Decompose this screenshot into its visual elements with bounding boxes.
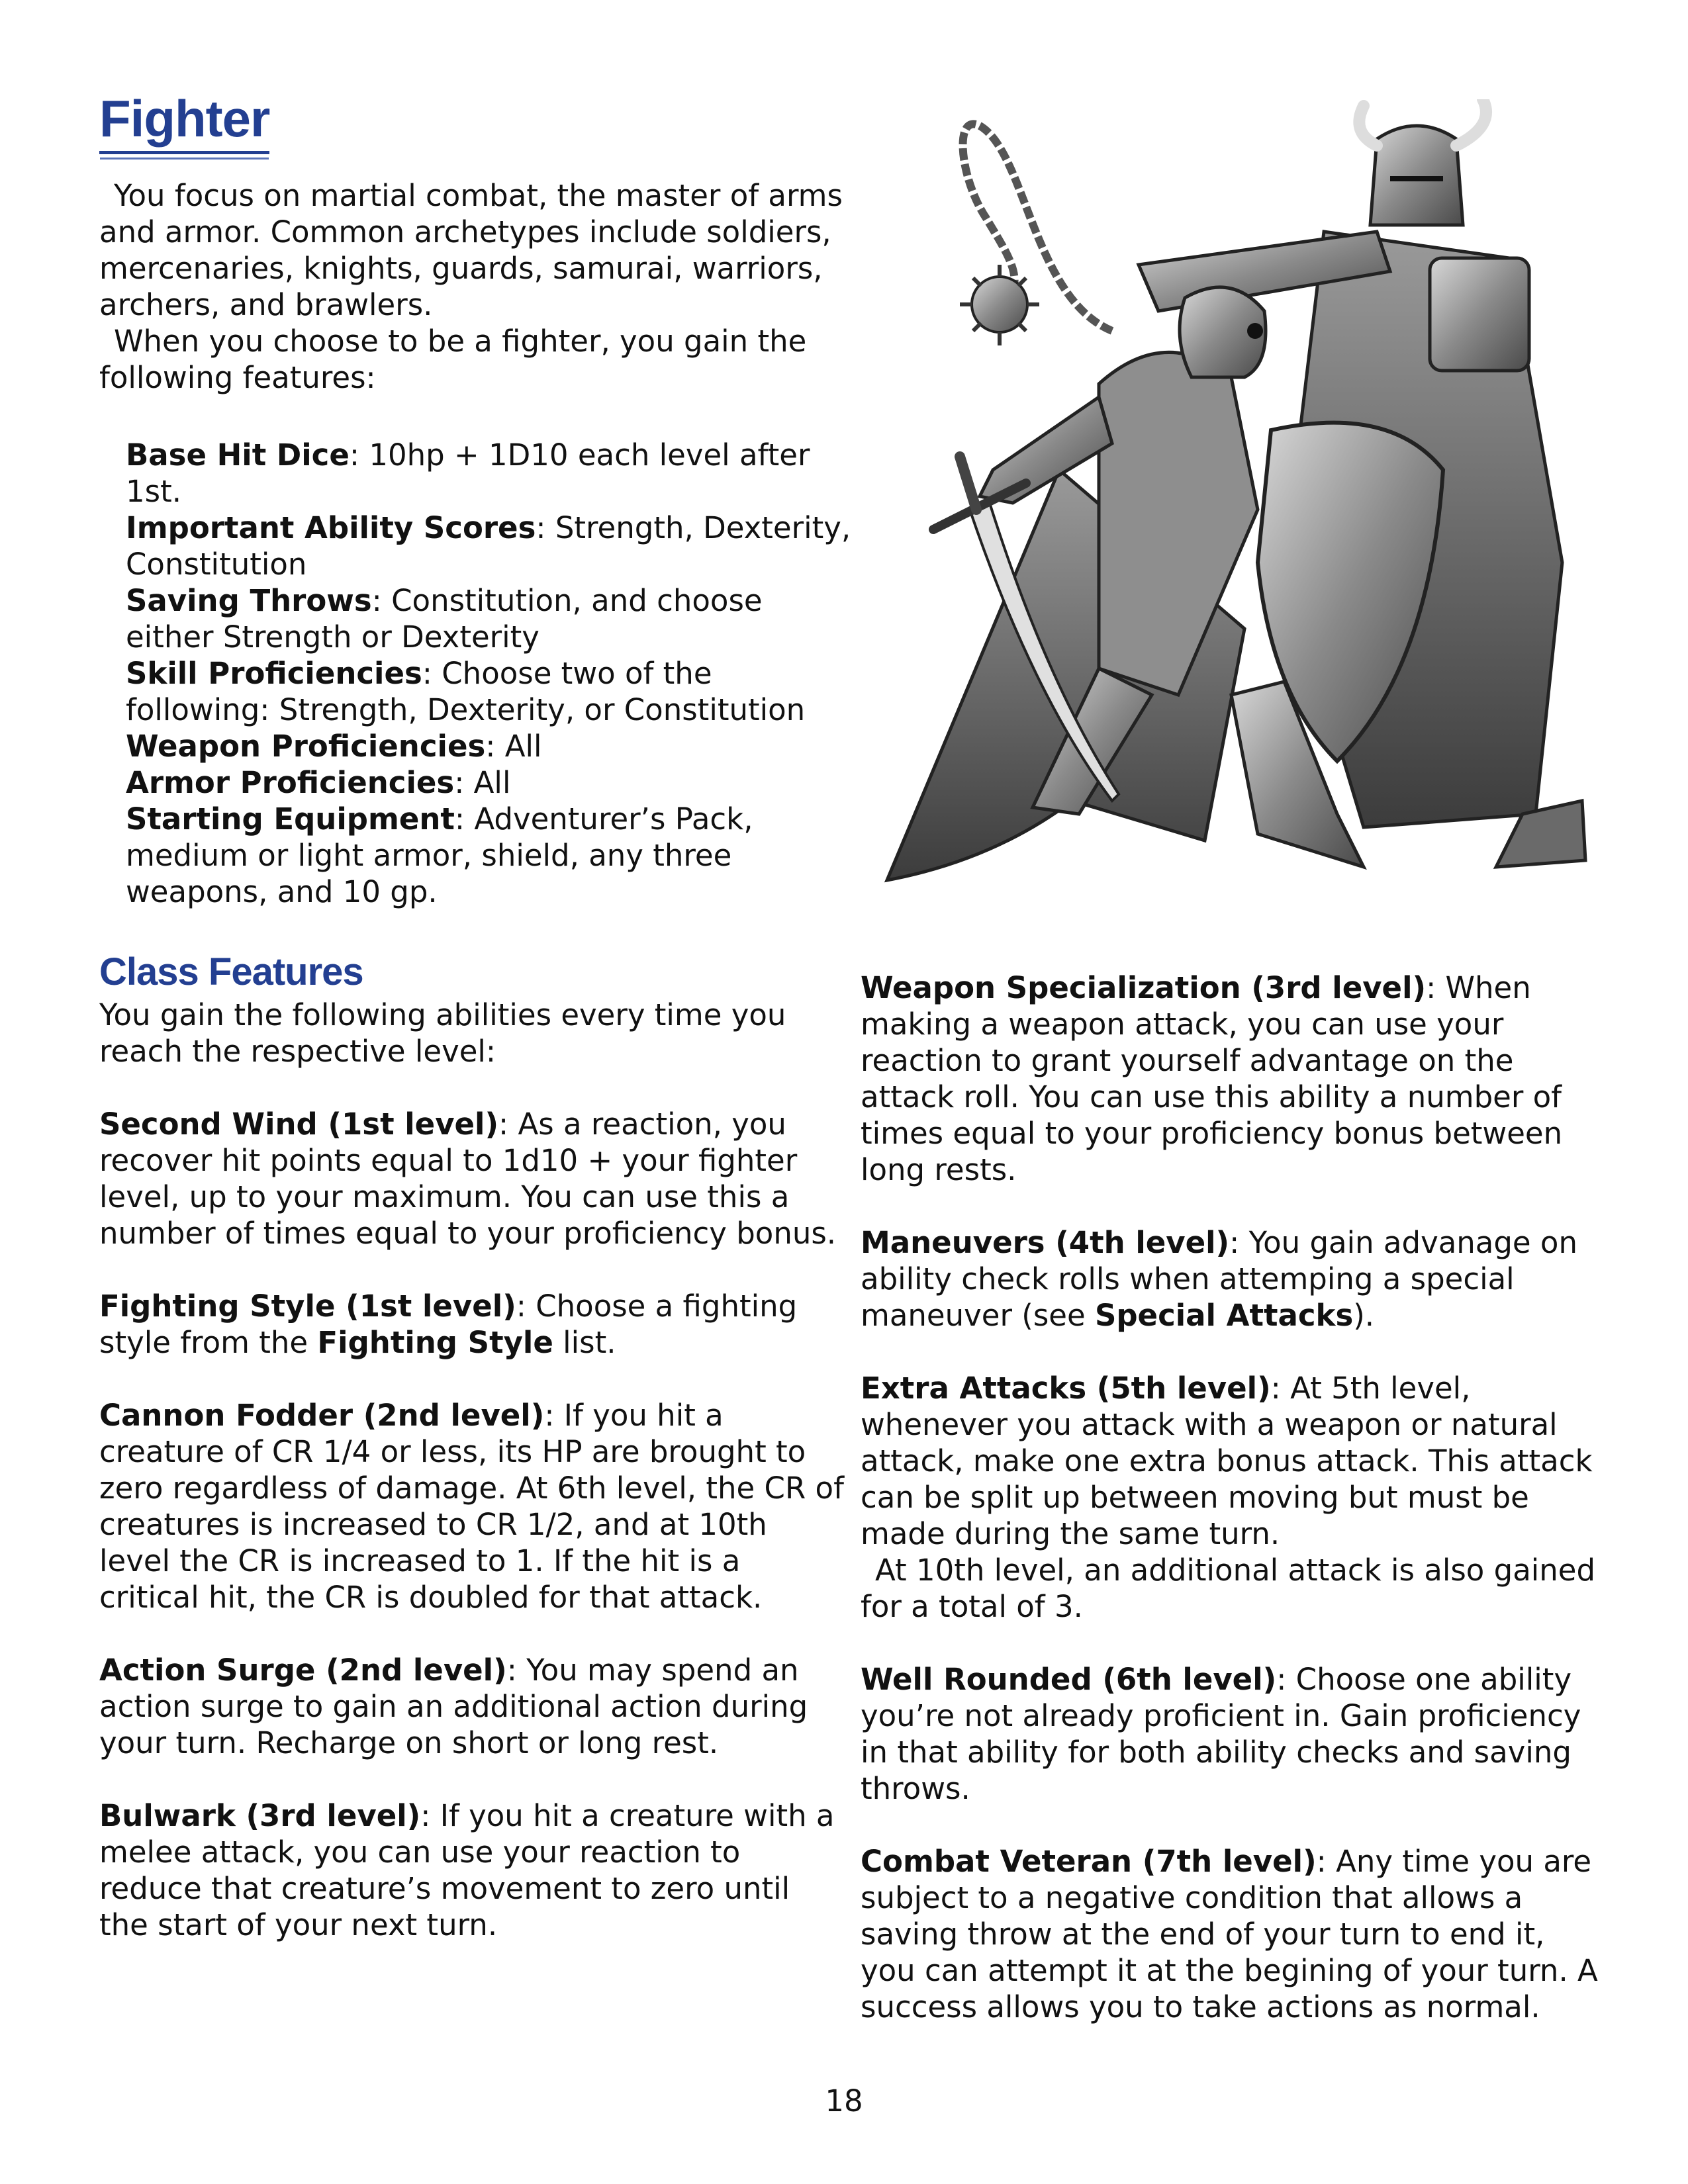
intro-paragraph-2	[99, 323, 847, 396]
flail-icon	[960, 124, 1112, 345]
stat-value: : All	[454, 765, 511, 800]
feature-text: : At 5th level, whenever you attack with a weapon or natural attack, make one extra bonus attack. This attack can be split up between moving but must be made during the same turn.	[861, 1371, 1593, 1551]
feature-second-wind	[99, 1106, 847, 1251]
feature-name: Cannon Fodder (2nd level)	[99, 1398, 545, 1433]
stat-value: : Adventurer’s Pack, medium or light armor, shield, any three weapons, and 10 gp.	[126, 801, 753, 909]
feature-name: Weapon Specialization (3rd level)	[861, 970, 1427, 1005]
stat-row	[126, 801, 854, 910]
feature-reference-link: Special Attacks	[1094, 1298, 1354, 1333]
stat-value: : 10hp + 1D10 each level after 1st.	[126, 437, 810, 509]
features-right-column	[861, 970, 1609, 2062]
feature-text: : When making a weapon attack, you can use your reaction to grant yourself advantage on the attack roll. You can use this ability a number of times equal to your proficiency bonus between long rests.	[861, 970, 1563, 1187]
feature-name: Extra Attacks (5th level)	[861, 1371, 1271, 1406]
stat-value: : Strength, Dexterity, Constitution	[126, 510, 851, 582]
feature-text: : You may spend an action surge to gain an additional action during your turn. Recharge on short or long rest.	[99, 1653, 808, 1760]
feature-text: ).	[1353, 1298, 1375, 1333]
feature-text: At 10th level, an additional attack is also gained for a total of 3.	[861, 1553, 1596, 1624]
feature-reference-link: Fighting Style	[317, 1325, 553, 1360]
feature-text: : Choose one ability you’re not already proficient in. Gain proficiency in that ability for both ability checks and saving throws.	[861, 1662, 1581, 1806]
feature-text: : Choose a fighting style from the	[99, 1289, 798, 1360]
feature-action-surge	[99, 1652, 847, 1761]
stat-label: Base Hit Dice	[126, 437, 350, 473]
fighter-illustration	[861, 99, 1589, 940]
feature-text: : If you hit a creature with a melee attack, you can use your reaction to reduce that creature’s movement to zero until the start of your next turn.	[99, 1798, 835, 1942]
feature-text: : Any time you are subject to a negative condition that allows a saving throw at the end of your turn to end it, you can attempt it at the begining of your turn. A success allows you to take actions as normal.	[861, 1844, 1598, 2025]
stat-row	[126, 582, 854, 655]
feature-name: Combat Veteran (7th level)	[861, 1844, 1317, 1879]
stat-label: Starting Equipment	[126, 801, 455, 837]
feature-text: : If you hit a creature of CR 1/4 or less, its HP are brought to zero regardless of damage. At 6th level, the CR of creatures is increased to CR 1/2, and at 10th level the CR is increased to 1. If the hit is a critical hit, the CR is doubled for that attack.	[99, 1398, 844, 1615]
stat-row	[126, 655, 854, 728]
stat-row	[126, 437, 854, 510]
page-number: 18	[825, 2083, 863, 2118]
stat-label: Armor Proficiencies	[126, 765, 455, 800]
stat-label: Skill Proficiencies	[126, 656, 422, 691]
class-features-heading: Class Features	[99, 950, 363, 993]
feature-text: list.	[553, 1325, 616, 1360]
feature-extra-attacks	[861, 1370, 1609, 1625]
stat-label: Important Ability Scores	[126, 510, 536, 545]
feature-name: Fighting Style (1st level)	[99, 1289, 516, 1324]
feature-name: Action Surge (2nd level)	[99, 1653, 507, 1688]
intro-paragraph-1	[99, 177, 847, 323]
feature-weapon-specialization	[861, 970, 1609, 1188]
stat-value: : All	[485, 729, 542, 764]
intro-section	[99, 177, 847, 396]
feature-name: Maneuvers (4th level)	[861, 1225, 1230, 1260]
features-left-column	[99, 997, 847, 1979]
feature-well-rounded	[861, 1661, 1609, 1807]
feature-fighting-style	[99, 1288, 847, 1361]
features-intro-text: You gain the following abilities every time you reach the respective level:	[99, 997, 786, 1069]
feature-combat-veteran	[861, 1843, 1609, 2025]
page-title: Fighter	[99, 93, 269, 154]
stat-label: Saving Throws	[126, 583, 372, 618]
features-intro	[99, 997, 847, 1069]
stat-value: : Choose two of the following: Strength, Dexterity, or Constitution	[126, 656, 806, 727]
knights-fighting-image	[861, 99, 1589, 940]
feature-cannon-fodder	[99, 1397, 847, 1615]
feature-bulwark	[99, 1797, 847, 1943]
feature-name: Second Wind (1st level)	[99, 1107, 499, 1142]
feature-name: Well Rounded (6th level)	[861, 1662, 1277, 1697]
stat-label: Weapon Proficiencies	[126, 729, 486, 764]
stat-row	[126, 764, 854, 801]
feature-maneuvers	[861, 1224, 1609, 1334]
feature-name: Bulwark (3rd level)	[99, 1798, 421, 1833]
stat-row	[126, 510, 854, 582]
intro-text-2: When you choose to be a fighter, you gain the following features:	[99, 324, 807, 395]
class-stats-list	[126, 437, 854, 910]
stat-value: : Constitution, and choose either Strength or Dexterity	[126, 583, 763, 655]
feature-text: : You gain advanage on ability check rolls when attemping a special maneuver (see	[861, 1225, 1577, 1333]
stat-row	[126, 728, 854, 764]
intro-text-1: You focus on martial combat, the master of arms and armor. Common archetypes include soldiers, mercenaries, knights, guards, samurai, warriors, archers, and brawlers.	[99, 178, 843, 322]
feature-text: : As a reaction, you recover hit points equal to 1d10 + your fighter level, up to your maximum. You can use this a number of times equal to your proficiency bonus.	[99, 1107, 837, 1251]
